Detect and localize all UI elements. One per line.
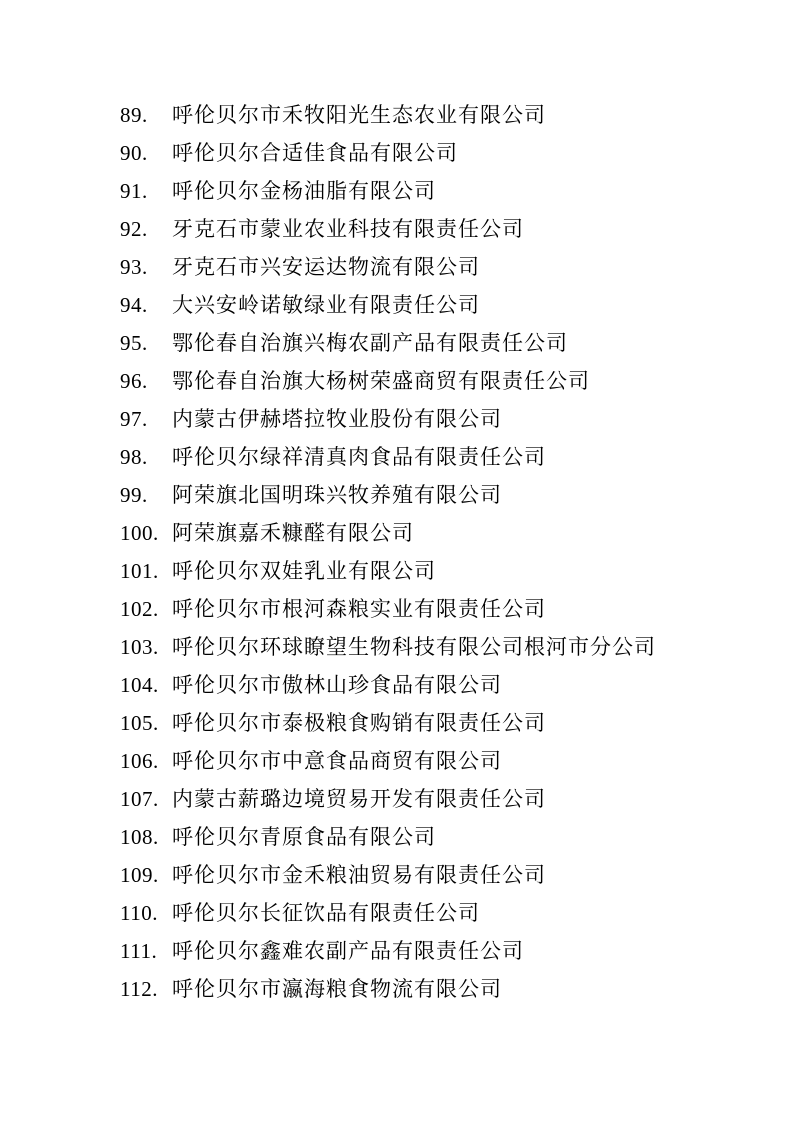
item-number: 108. — [120, 825, 159, 849]
list-item — [120, 932, 753, 970]
item-number: 92. — [120, 217, 148, 241]
list-item — [120, 666, 753, 704]
item-number: 107. — [120, 787, 159, 811]
list-item — [120, 324, 753, 362]
list-item — [120, 210, 753, 248]
item-number: 103. — [120, 635, 159, 659]
company-name: 呼伦贝尔合适佳食品有限公司 — [172, 141, 458, 165]
item-number: 110. — [120, 901, 158, 925]
item-number: 99. — [120, 483, 148, 507]
list-item — [120, 894, 753, 932]
company-name: 呼伦贝尔鑫难农副产品有限责任公司 — [172, 939, 524, 963]
item-number: 104. — [120, 673, 159, 697]
item-number: 105. — [120, 711, 159, 735]
company-name: 呼伦贝尔市傲林山珍食品有限公司 — [172, 673, 502, 697]
company-name: 呼伦贝尔金杨油脂有限公司 — [172, 179, 436, 203]
company-name: 牙克石市兴安运达物流有限公司 — [172, 255, 480, 279]
item-number: 96. — [120, 369, 148, 393]
list-item — [120, 96, 753, 134]
company-name: 内蒙古薪璐边境贸易开发有限责任公司 — [172, 787, 546, 811]
company-name: 呼伦贝尔长征饮品有限责任公司 — [172, 901, 480, 925]
company-name: 牙克石市蒙业农业科技有限责任公司 — [172, 217, 524, 241]
list-item — [120, 856, 753, 894]
list-item — [120, 438, 753, 476]
list-item — [120, 970, 753, 1008]
item-number: 100. — [120, 521, 159, 545]
list-item — [120, 248, 753, 286]
company-name: 呼伦贝尔绿祥清真肉食品有限责任公司 — [172, 445, 546, 469]
company-name: 呼伦贝尔市瀛海粮食物流有限公司 — [172, 977, 502, 1001]
company-name: 鄂伦春自治旗兴梅农副产品有限责任公司 — [172, 331, 568, 355]
list-item — [120, 704, 753, 742]
company-name: 内蒙古伊赫塔拉牧业股份有限公司 — [172, 407, 502, 431]
list-item — [120, 742, 753, 780]
item-number: 90. — [120, 141, 148, 165]
list-item — [120, 780, 753, 818]
item-number: 95. — [120, 331, 148, 355]
company-name: 呼伦贝尔市根河森粮实业有限责任公司 — [172, 597, 546, 621]
list-item — [120, 514, 753, 552]
company-name: 阿荣旗北国明珠兴牧养殖有限公司 — [172, 483, 502, 507]
item-number: 112. — [120, 977, 158, 1001]
item-number: 109. — [120, 863, 159, 887]
item-number: 101. — [120, 559, 159, 583]
item-number: 97. — [120, 407, 148, 431]
item-number: 93. — [120, 255, 148, 279]
company-name: 呼伦贝尔青原食品有限公司 — [172, 825, 436, 849]
company-name: 呼伦贝尔市中意食品商贸有限公司 — [172, 749, 502, 773]
list-item — [120, 362, 753, 400]
list-item — [120, 172, 753, 210]
company-name: 阿荣旗嘉禾糠醛有限公司 — [172, 521, 414, 545]
list-item — [120, 590, 753, 628]
item-number: 91. — [120, 179, 148, 203]
list-item — [120, 400, 753, 438]
item-number: 89. — [120, 103, 148, 127]
company-name: 呼伦贝尔市泰极粮食购销有限责任公司 — [172, 711, 546, 735]
list-item — [120, 818, 753, 856]
list-item — [120, 552, 753, 590]
item-number: 111. — [120, 939, 158, 963]
list-item — [120, 286, 753, 324]
company-name: 呼伦贝尔市金禾粮油贸易有限责任公司 — [172, 863, 546, 887]
list-item — [120, 134, 753, 172]
item-number: 102. — [120, 597, 159, 621]
company-name: 呼伦贝尔环球瞭望生物科技有限公司根河市分公司 — [172, 635, 656, 659]
item-number: 98. — [120, 445, 148, 469]
company-name: 鄂伦春自治旗大杨树荣盛商贸有限责任公司 — [172, 369, 590, 393]
list-item — [120, 628, 753, 666]
company-name: 呼伦贝尔市禾牧阳光生态农业有限公司 — [172, 103, 546, 127]
list-item — [120, 476, 753, 514]
company-name: 呼伦贝尔双娃乳业有限公司 — [172, 559, 436, 583]
company-name: 大兴安岭诺敏绿业有限责任公司 — [172, 293, 480, 317]
item-number: 106. — [120, 749, 159, 773]
item-number: 94. — [120, 293, 148, 317]
